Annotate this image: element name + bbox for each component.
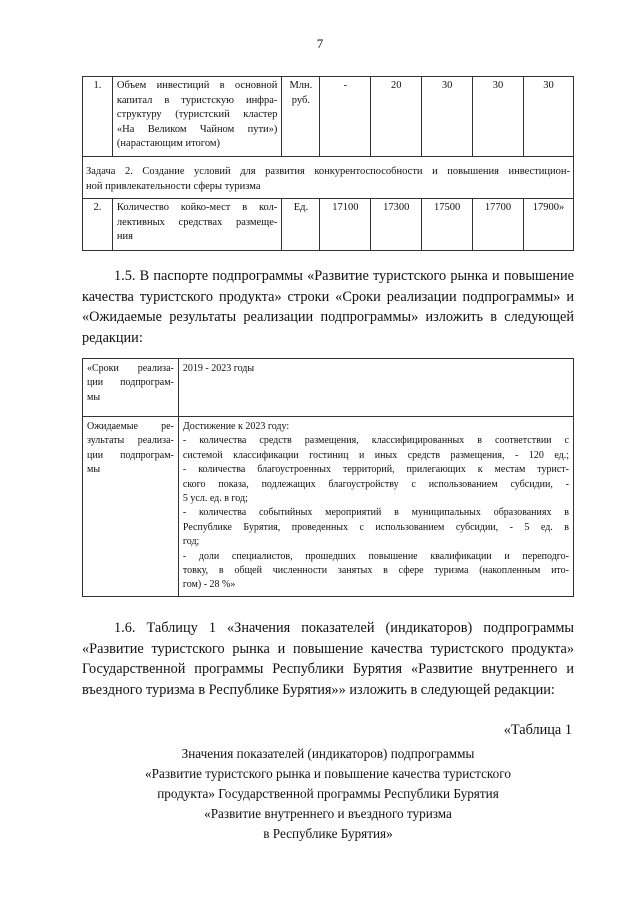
value-cell: 30 — [523, 77, 573, 157]
table-row — [83, 359, 574, 417]
row-number: 1. — [83, 77, 113, 157]
indicator-name: Количество койко-мест в кол- лективных средствах размеще- ния — [112, 199, 281, 251]
table-caption: «Таблица 1 — [503, 722, 572, 738]
value-cell: 17100 — [320, 199, 371, 251]
paragraph-1-6: 1.6. Таблицу 1 «Значения показателей (индикаторов) подпрограммы «Развитие туристского рынка и повышение качества туристского продукта» Государственной программы Республики Бурятия «Развитие внутреннего и въездного туризма в Республике Бурятия»» изложить в следующей редакции: — [82, 620, 574, 698]
value-cell: - — [320, 77, 371, 157]
row-label: «Сроки реализа- ции подпрограм- мы — [83, 359, 179, 417]
value-cell: 17700 — [473, 199, 524, 251]
table-row — [83, 199, 574, 251]
task-row — [83, 157, 574, 199]
row-value: 2019 - 2023 годы — [178, 359, 573, 417]
unit-cell: Ед. — [282, 199, 320, 251]
table-row — [83, 77, 574, 157]
value-cell: 30 — [422, 77, 473, 157]
page-number: 7 — [316, 36, 324, 51]
row-label: Ожидаемые ре- зультаты реализа- ции подпрограм- мы — [83, 417, 179, 597]
value-cell: 17900» — [523, 199, 573, 251]
unit-cell: Млн. руб. — [282, 77, 320, 157]
passport-table — [82, 358, 574, 597]
value-cell: 20 — [371, 77, 422, 157]
indicators-table-fragment — [82, 76, 574, 251]
indicator-name: Объем инвестиций в основной капитал в туристскую инфра- структуру (туристский кластер «На Великом Чайном пути») (нарастающим итогом) — [112, 77, 281, 157]
row-value: Достижение к 2023 году: - количества средств размещения, классифицированных в соответствии с системой классификации гостиниц и иных средств размещения, - 120 ед.; - количества благоустроенных территорий, прилегающих к местам турист- ского показа, подлежащих благоустройству с использованием субсидии, - 5 усл. ед. в год; - количества событийных мероприятий в муниципальных образованиях в Республике Бурятия, проведенных с использованием субсидии, - 5 ед. в год; - доли специалистов, прошедших повышение квалификации и переподго- товку, в общей численности занятых в сфере туризма (накопленным ито- гом) - 28 %» — [178, 417, 573, 597]
paragraph-1-5: 1.5. В паспорте подпрограммы «Развитие туристского рынка и повышение качества туристского продукта» строки «Сроки реализации подпрограммы» и «Ожидаемые результаты реализации подпрограммы» изложить в следующей редакции: — [82, 268, 574, 346]
table-row — [83, 417, 574, 597]
value-cell: 17500 — [422, 199, 473, 251]
value-cell: 17300 — [371, 199, 422, 251]
row-number: 2. — [83, 199, 113, 251]
task-text: Задача 2. Создание условий для развития конкурентоспособности и повышения инвестицион- ной привлекательности сферы туризма — [83, 157, 574, 199]
value-cell: 30 — [473, 77, 524, 157]
table-heading: Значения показателей (индикаторов) подпрограммы «Развитие туристского рынка и повышение качества туристского продукта» Государственной программы Республики Бурятия «Развитие внутреннего и въездного туризма в Республике Бурятия» — [145, 746, 511, 841]
